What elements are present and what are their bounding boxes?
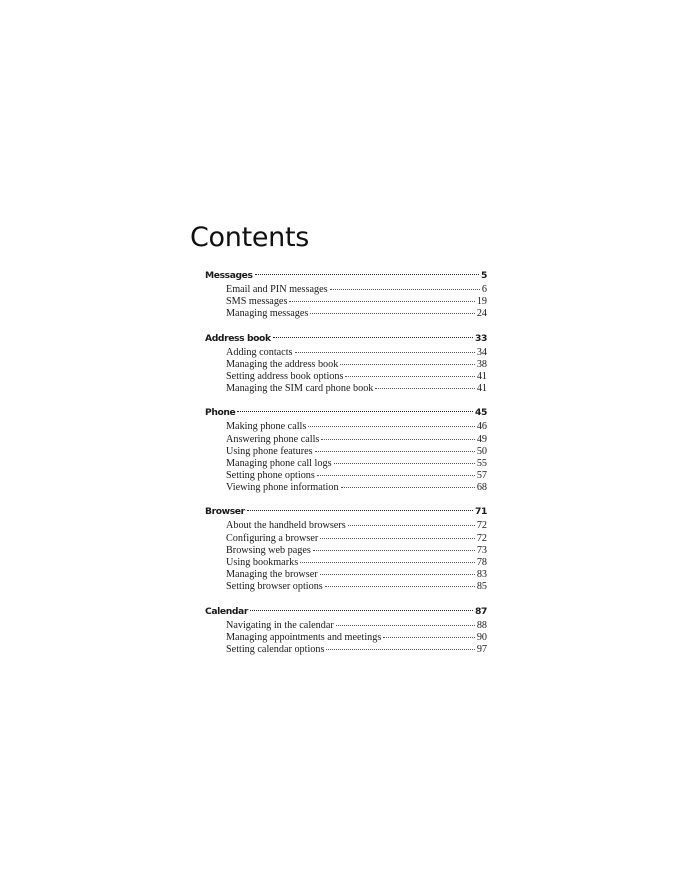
- dot-leader: [375, 378, 474, 389]
- chapter-page-number: 33: [475, 332, 487, 344]
- chapter-page-number: 71: [475, 506, 487, 518]
- dot-leader: [330, 279, 480, 290]
- dot-leader: [310, 303, 474, 314]
- subentry-page-number: 55: [476, 457, 487, 469]
- toc-section: [205, 504, 487, 593]
- subentry-title: Managing messages: [226, 308, 309, 320]
- toc-subentry[interactable]: [205, 578, 487, 593]
- table-of-contents: [205, 268, 487, 666]
- dot-leader: [325, 576, 475, 587]
- subentry-title: Managing appointments and meetings: [226, 631, 382, 643]
- dot-leader: [326, 639, 474, 650]
- dot-leader: [308, 416, 474, 427]
- subentry-page-number: 49: [476, 433, 487, 445]
- dot-leader: [336, 615, 475, 626]
- subentry-title: Managing the browser: [226, 569, 318, 581]
- subentry-page-number: 97: [476, 643, 487, 655]
- subentry-title: Managing the SIM card phone book: [226, 383, 374, 395]
- dot-leader: [320, 528, 475, 539]
- dot-leader: [341, 477, 475, 488]
- dot-leader: [250, 601, 473, 611]
- dot-leader: [345, 366, 474, 377]
- subentry-title: Setting calendar options: [226, 643, 325, 655]
- toc-subentry[interactable]: [205, 479, 487, 494]
- subentry-page-number: 88: [476, 619, 487, 631]
- subentry-page-number: 46: [476, 421, 487, 433]
- subentry-title: Answering phone calls: [226, 433, 320, 445]
- dot-leader: [289, 291, 474, 302]
- subentry-page-number: 85: [476, 581, 487, 593]
- page-title: Contents: [190, 222, 310, 253]
- dot-leader: [317, 465, 475, 476]
- dot-leader: [237, 402, 473, 412]
- subentry-title: Using bookmarks: [226, 557, 299, 568]
- subentry-title: Using phone features: [226, 445, 313, 457]
- subentry-page-number: 34: [476, 346, 487, 358]
- subentry-page-number: 41: [476, 370, 487, 382]
- chapter-title: Calendar: [205, 605, 248, 617]
- chapter-title: Browser: [205, 506, 245, 518]
- subentry-page-number: 6: [481, 284, 487, 295]
- subentry-title: Browsing web pages: [226, 544, 311, 556]
- dot-leader: [300, 552, 475, 563]
- toc-section: [205, 604, 487, 654]
- chapter-page-number: 45: [475, 407, 487, 419]
- chapter-title: Address book: [205, 332, 271, 344]
- toc-section: [205, 331, 487, 393]
- chapter-page-number: 5: [481, 270, 487, 281]
- dot-leader: [334, 453, 475, 464]
- subentry-page-number: 24: [476, 308, 487, 320]
- dot-leader: [321, 429, 474, 440]
- subentry-page-number: 68: [476, 482, 487, 494]
- subentry-page-number: 38: [476, 358, 487, 370]
- subentry-title: Setting address book options: [226, 370, 344, 382]
- subentry-title: Setting phone options: [226, 470, 315, 482]
- subentry-title: Managing the address book: [226, 358, 339, 370]
- subentry-page-number: 72: [476, 520, 487, 532]
- dot-leader: [313, 540, 475, 551]
- toc-subentry[interactable]: [205, 641, 487, 653]
- chapter-title: Messages: [205, 270, 253, 281]
- subentry-page-number: 57: [476, 470, 487, 482]
- dot-leader: [320, 564, 475, 575]
- subentry-title: Making phone calls: [226, 421, 307, 433]
- dot-leader: [315, 441, 475, 452]
- subentry-title: Setting browser options: [226, 581, 323, 593]
- subentry-page-number: 19: [476, 296, 487, 308]
- subentry-title: SMS messages: [226, 296, 288, 308]
- subentry-title: Email and PIN messages: [226, 284, 328, 295]
- subentry-page-number: 50: [476, 445, 487, 457]
- dot-leader: [348, 515, 475, 526]
- toc-subentry[interactable]: [205, 305, 487, 320]
- dot-leader: [273, 328, 473, 338]
- subentry-page-number: 72: [476, 532, 487, 544]
- chapter-page-number: 87: [475, 605, 487, 617]
- toc-section: [205, 268, 487, 318]
- subentry-title: Navigating in the calendar: [226, 619, 334, 631]
- toc-section: [205, 405, 487, 494]
- subentry-title: Configuring a browser: [226, 532, 319, 544]
- subentry-title: About the handheld browsers: [226, 520, 346, 532]
- subentry-page-number: 73: [476, 544, 487, 556]
- dot-leader: [255, 265, 479, 275]
- subentry-page-number: 90: [476, 631, 487, 643]
- subentry-page-number: 41: [476, 383, 487, 395]
- subentry-title: Adding contacts: [226, 346, 293, 358]
- dot-leader: [295, 342, 475, 353]
- dot-leader: [340, 354, 474, 365]
- dot-leader: [247, 501, 473, 511]
- chapter-title: Phone: [205, 407, 236, 419]
- dot-leader: [383, 627, 474, 638]
- subentry-title: Managing phone call logs: [226, 457, 332, 469]
- toc-subentry[interactable]: [205, 380, 487, 395]
- subentry-page-number: 83: [476, 569, 487, 581]
- subentry-title: Viewing phone information: [226, 482, 339, 494]
- subentry-page-number: 78: [476, 557, 487, 568]
